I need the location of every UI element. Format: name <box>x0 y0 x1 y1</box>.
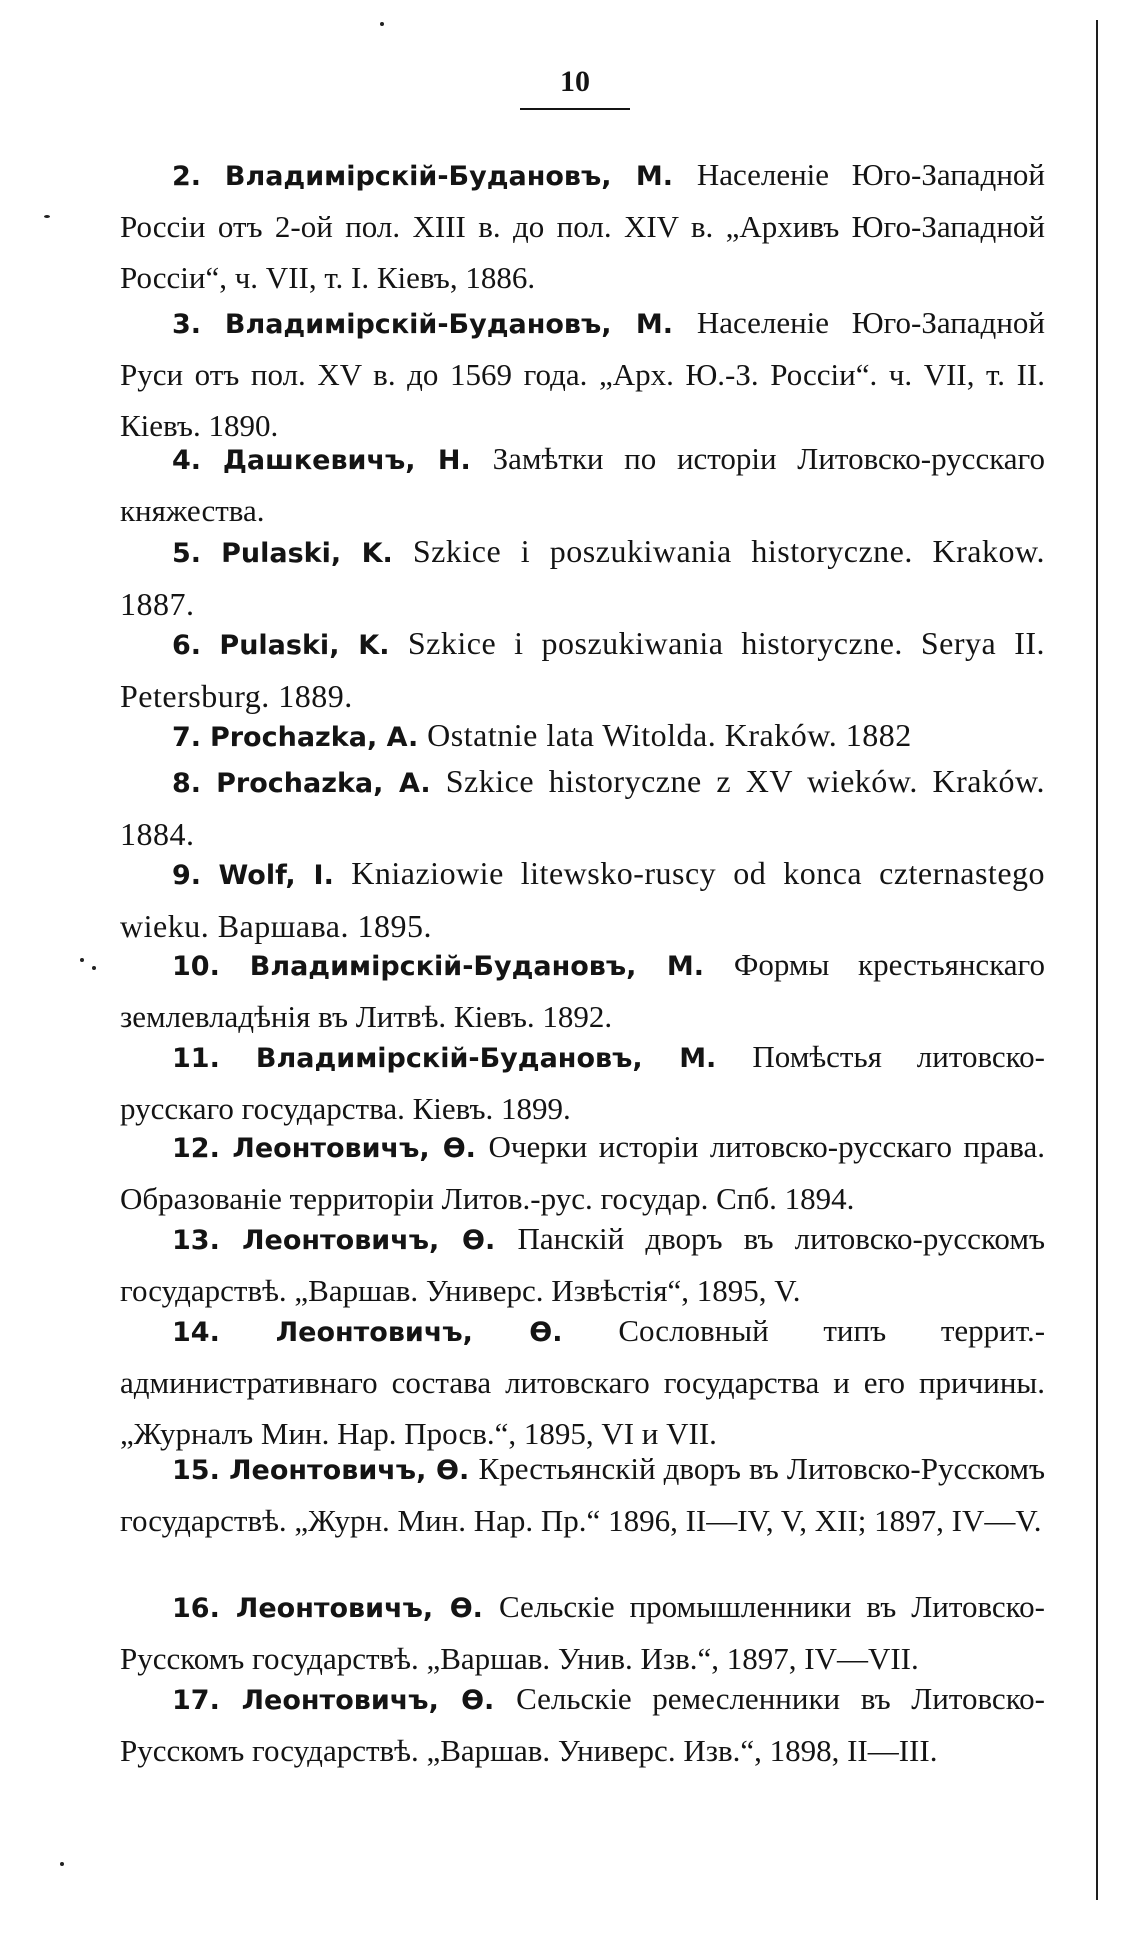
entry-title: Населеніе Юго-Западной Россіи отъ 2-ой пол. XIII в. до пол. XIV в. „Архивъ Юго-Западной Россіи“, ч. VII, т. I. Кіевъ, 1886. <box>120 157 1046 295</box>
scan-speck <box>92 966 96 970</box>
entry-number: 9. <box>172 860 202 891</box>
entry-title: Крестьянскій дворъ въ Литовско-Русскомъ государствѣ. „Журн. Мин. Нар. Пр.“ 1896, II—IV, V, XII; 1897, IV—V. <box>120 1451 1046 1538</box>
entry-title: Формы крестьянскаго землевладѣнія въ Литвѣ. Кіевъ. 1892. <box>120 947 1045 1034</box>
bibliography-entry <box>120 940 1045 1043</box>
scan-speck <box>380 22 384 26</box>
entry-author: Prochazka, A. <box>209 722 419 753</box>
bibliography-entry <box>120 848 1045 953</box>
entry-author: Владимірскій-Будановъ, М. <box>255 1043 717 1074</box>
entry-title: Szkice i poszukiwania historyczne. Serya II. Petersburg. 1889. <box>120 625 1046 714</box>
entry-author: Леонтовичъ, Ѳ. <box>232 1133 476 1164</box>
entry-title: Сельскіе ремесленники въ Литовско-Русскомъ государствѣ. „Варшав. Универс. Изв.“, 1898, II—III. <box>120 1681 1046 1768</box>
bibliography-entry <box>120 1214 1045 1317</box>
entry-number: 15. <box>172 1455 220 1486</box>
entry-number: 13. <box>172 1225 220 1256</box>
entry-number: 7. <box>172 722 202 753</box>
entry-author: Pulaski, K. <box>219 630 390 661</box>
bibliography-entry <box>120 618 1045 723</box>
entry-author: Prochazka, A. <box>216 768 431 799</box>
page-number: 10 <box>560 65 590 98</box>
entry-title: Сословный типъ террит.-административнаго состава литовскаго государства и его причины. „Журналъ Мин. Нар. Просв.“, 1895, VI и VII. <box>120 1313 1046 1451</box>
page-number-underline <box>520 108 630 110</box>
page-edge-line <box>1096 20 1098 1900</box>
bibliography-entry <box>120 756 1045 861</box>
entry-number: 12. <box>172 1133 220 1164</box>
entry-title: Kniaziowie litewsko-ruscy od konca czternastego wieku. Варшава. 1895. <box>120 855 1046 944</box>
bibliography-entry <box>120 1674 1045 1777</box>
bibliography-entry <box>120 526 1045 631</box>
bibliography-entry <box>120 298 1045 452</box>
bibliography-entry <box>120 1032 1045 1135</box>
entry-number: 2. <box>172 161 202 192</box>
entry-title: Помѣстья литовско-русскаго государства. Кіевъ. 1899. <box>120 1039 1045 1126</box>
entry-number: 3. <box>172 309 202 340</box>
scan-speck <box>44 215 50 218</box>
entry-title: Сельскіе промышленники въ Литовско-Русскомъ государствѣ. „Варшав. Унив. Изв.“, 1897, IV—VII. <box>120 1589 1045 1676</box>
entry-author: Wolf, I. <box>218 860 334 891</box>
entry-number: 14. <box>172 1317 220 1348</box>
entry-title: Szkice i poszukiwania historyczne. Krakow. 1887. <box>120 533 1045 622</box>
entry-author: Леонтовичъ, Ѳ. <box>241 1685 495 1716</box>
entry-author: Владимірскій-Будановъ, М. <box>224 309 673 340</box>
entry-number: 16. <box>172 1593 220 1624</box>
bibliography-entry <box>120 1306 1045 1460</box>
entry-author: Дашкевичъ, Н. <box>222 445 471 476</box>
entry-title: Панскій дворъ въ литовско-русскомъ государствѣ. „Варшав. Универс. Извѣстія“, 1895, V. <box>120 1221 1045 1308</box>
bibliography-entry <box>120 1582 1045 1685</box>
bibliography-entry <box>120 434 1045 537</box>
entry-author: Pulaski, K. <box>221 538 393 569</box>
entry-author: Владимірскій-Будановъ, М. <box>224 161 673 192</box>
entry-title: Очерки исторіи литовско-русскаго права. Образованіе территоріи Литов.-рус. государ. Спб. 1894. <box>120 1129 1045 1216</box>
entry-number: 5. <box>172 538 202 569</box>
entry-title: Szkice historyczne z XV wieków. Kraków. 1884. <box>120 763 1046 852</box>
bibliography-entry <box>120 150 1045 304</box>
entry-author: Леонтовичъ, Ѳ. <box>275 1317 563 1348</box>
scan-speck <box>60 1862 64 1866</box>
entry-number: 6. <box>172 630 202 661</box>
entry-author: Леонтовичъ, Ѳ. <box>235 1593 483 1624</box>
entry-number: 17. <box>172 1685 220 1716</box>
entry-title: Населеніе Юго-Западной Руси отъ пол. XV в. до 1569 года. „Арх. Ю.-З. Россіи“. ч. VII, т. II. Кіевъ. 1890. <box>120 305 1046 443</box>
entry-title: Ostatnie lata Witolda. Kraków. 1882 <box>427 717 912 753</box>
scan-speck <box>80 958 84 962</box>
entry-author: Владимірскій-Будановъ, М. <box>249 951 704 982</box>
bibliography-entry <box>120 1122 1045 1225</box>
entry-title: Замѣтки по исторіи Литовско-русскаго княжества. <box>120 441 1045 528</box>
entry-author: Леонтовичъ, Ѳ. <box>229 1455 470 1486</box>
entry-number: 11. <box>172 1043 220 1074</box>
bibliography-entry <box>120 1444 1045 1547</box>
entry-number: 10. <box>172 951 220 982</box>
entry-author: Леонтовичъ, Ѳ. <box>242 1225 496 1256</box>
entry-number: 8. <box>172 768 202 799</box>
entry-number: 4. <box>172 445 202 476</box>
